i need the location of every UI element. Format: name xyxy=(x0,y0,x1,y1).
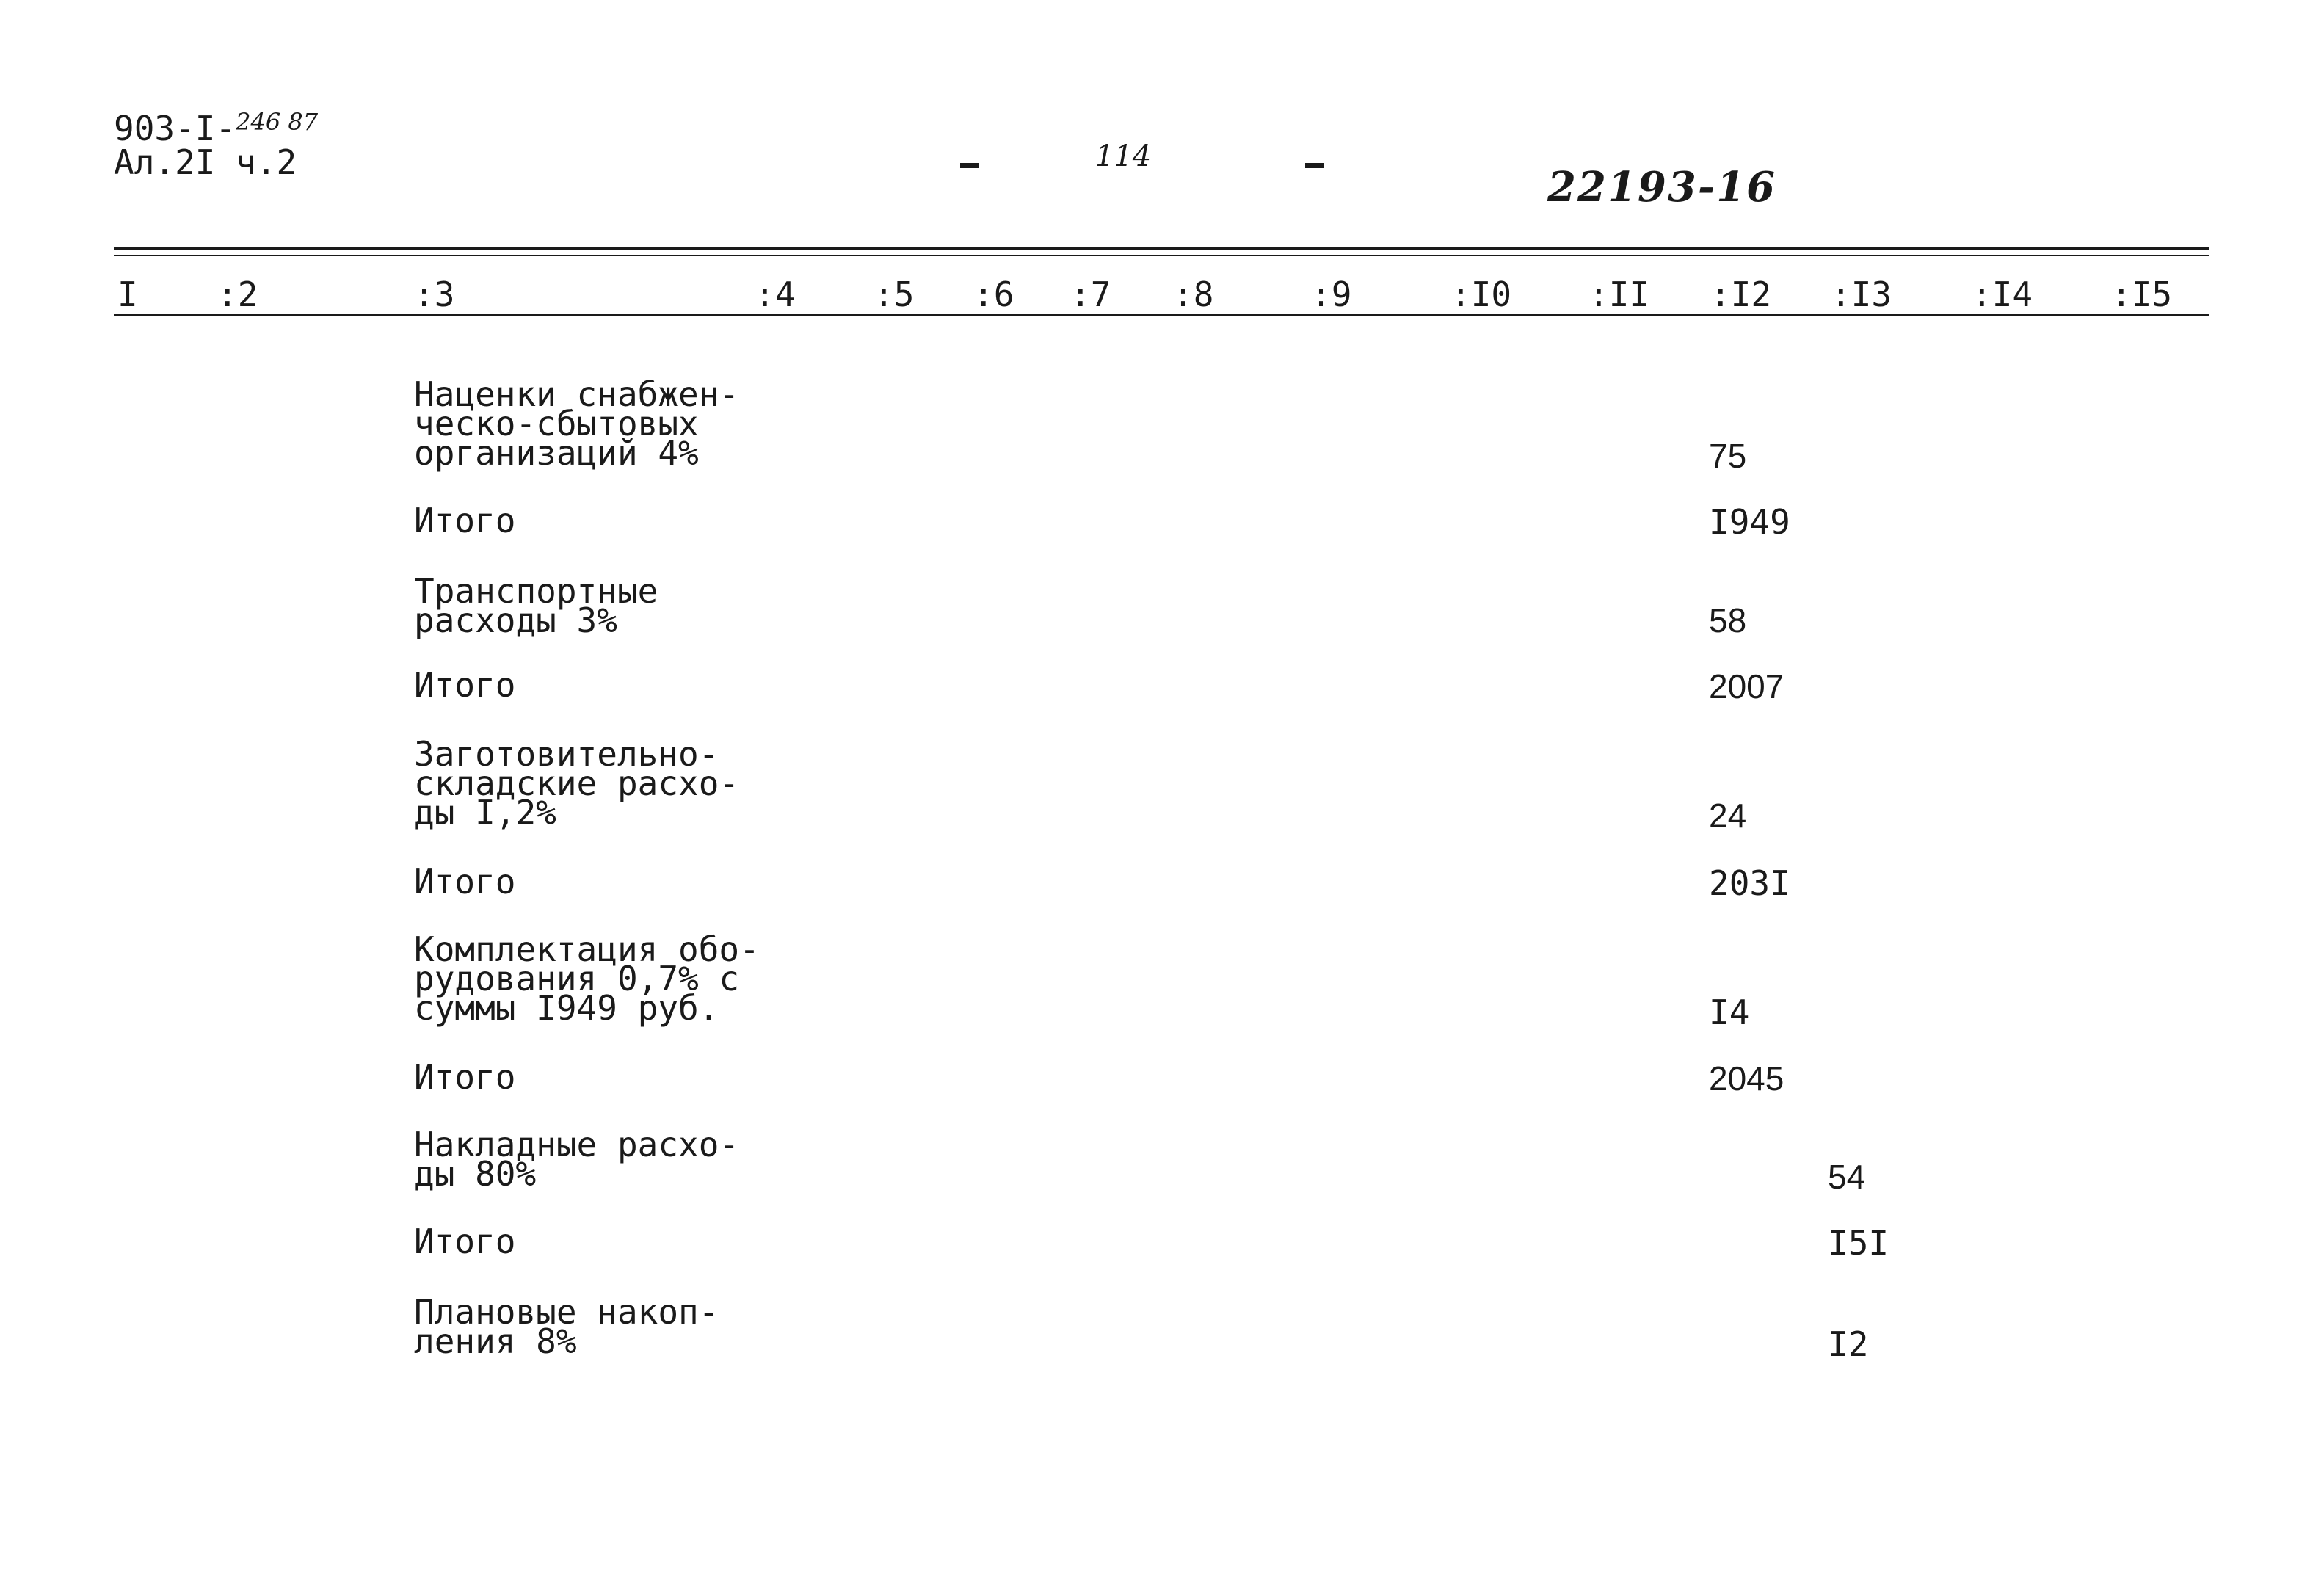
row-description-line: складские расхо- xyxy=(414,764,740,803)
header-dash-right xyxy=(1305,163,1324,168)
row-description-line: Транспортные xyxy=(414,571,658,611)
row-description-line: Итого xyxy=(414,501,516,540)
column-header: :4 xyxy=(755,275,796,314)
column-header: I xyxy=(117,275,138,314)
column-header: :I5 xyxy=(2111,275,2173,314)
column-header: :2 xyxy=(217,275,258,314)
row-description-line: ды I,2% xyxy=(414,793,556,833)
row-value-col13: I2 xyxy=(1828,1324,1869,1364)
page-number: 114 xyxy=(1095,139,1152,173)
column-header: :5 xyxy=(874,275,915,314)
row-description-line: рудования 0,7% с xyxy=(414,959,740,998)
column-header: :I3 xyxy=(1831,275,1892,314)
row-description-line: Комплектация обо- xyxy=(414,929,760,969)
row-description-line: Накладные расхо- xyxy=(414,1125,740,1164)
row-value-col13: I5I xyxy=(1828,1223,1889,1263)
row-description-line: ления 8% xyxy=(414,1321,577,1361)
column-header: :7 xyxy=(1070,275,1111,314)
row-description-line: суммы I949 руб. xyxy=(414,988,719,1028)
table-header-bottom-rule xyxy=(114,314,2209,316)
row-value-col12: 203I xyxy=(1709,863,1790,903)
row-value-col12: 75 xyxy=(1709,437,1747,475)
row-value-col12: 58 xyxy=(1709,601,1747,639)
row-value-col13: 54 xyxy=(1828,1158,1866,1196)
column-header: :II xyxy=(1588,275,1650,314)
album-part-label: Ал.2I ч.2 xyxy=(114,142,297,182)
document-code-handwritten: 246 87 xyxy=(236,108,319,136)
row-description-line: Плановые накоп- xyxy=(414,1292,719,1332)
row-value-col12: 2045 xyxy=(1709,1059,1784,1098)
header-dash-left xyxy=(960,163,979,168)
row-value-col12: 24 xyxy=(1709,797,1747,835)
column-header: :6 xyxy=(973,275,1014,314)
row-description-line: Наценки снабжен- xyxy=(414,374,740,414)
row-value-col12: I949 xyxy=(1709,502,1790,542)
table-top-rule xyxy=(114,247,2209,250)
row-value-col12: 2007 xyxy=(1709,667,1784,706)
stamp-number: 22193-16 xyxy=(1547,163,1776,211)
column-header: :3 xyxy=(414,275,455,314)
table-top-rule-thin xyxy=(114,255,2209,256)
column-header: :I0 xyxy=(1450,275,1512,314)
row-description-line: Итого xyxy=(414,862,516,902)
document-code-prefix: 903-I- xyxy=(114,109,236,148)
row-description-line: Заготовительно- xyxy=(414,734,719,774)
column-header: :I4 xyxy=(1972,275,2033,314)
row-description-line: организаций 4% xyxy=(414,433,699,473)
row-description-line: Итого xyxy=(414,1222,516,1261)
row-description-line: ды 80% xyxy=(414,1154,537,1194)
column-header: :8 xyxy=(1173,275,1214,314)
column-header: :I2 xyxy=(1710,275,1772,314)
row-description-line: Итого xyxy=(414,665,516,705)
row-value-col12: I4 xyxy=(1709,993,1750,1032)
column-header: :9 xyxy=(1311,275,1352,314)
row-description-line: ческо-сбытовых xyxy=(414,404,699,443)
row-description-line: расходы 3% xyxy=(414,601,617,640)
row-description-line: Итого xyxy=(414,1057,516,1097)
